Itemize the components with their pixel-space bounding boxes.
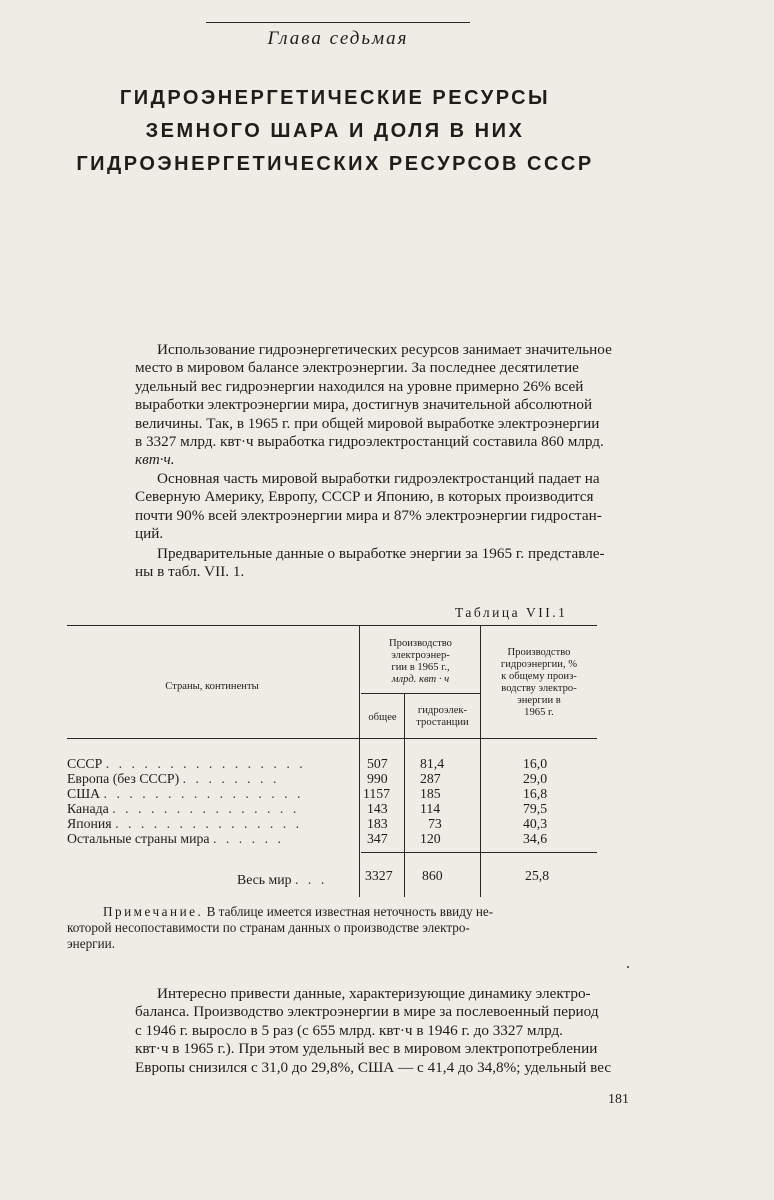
text-line: Европы снизился с 31,0 до 29,8%, США — с 41,4 до 34,8%; удельный вес: [135, 1058, 612, 1076]
column-header-production: Производство электроэнер- гии в 1965 г., млрд. квт · ч: [389, 638, 452, 685]
text-line: с 1946 г. выросло в 5 раз (с 655 млрд. квт·ч в 1946 г. до 3327 млрд.: [135, 1021, 563, 1039]
title-line: ГИДРОЭНЕРГЕТИЧЕСКИХ РЕСУРСОВ СССР: [76, 153, 594, 175]
cell-share: 25,8: [525, 868, 550, 883]
column-header-share: Производство гидроэнергии, % к общему произ- водству электро- энергии в 1965 г.: [500, 647, 578, 718]
row-label: СССР . . . . . . . . . . . . . . . .: [67, 756, 306, 771]
paragraph-3: [135, 545, 643, 582]
text-line: Интересно привести данные, характеризующие динамику электро-: [157, 985, 591, 1002]
note-head: Примечание.: [103, 904, 204, 919]
table-rule-header: [67, 738, 597, 739]
text-line: ны в табл. VII. 1.: [135, 563, 245, 581]
text-line: ций.: [135, 525, 164, 543]
page-number: 181: [608, 1092, 629, 1107]
text-line: энергии.: [67, 936, 115, 951]
row-label: Канада . . . . . . . . . . . . . . .: [67, 801, 300, 816]
text-line: которой несопоставимости по странам данных о производстве электро-: [67, 920, 470, 935]
text-line: Северную Америку, Европу, СССР и Японию, в которых производится: [135, 488, 594, 506]
cell-total: 3327: [365, 868, 393, 883]
row-label: Япония . . . . . . . . . . . . . . .: [67, 816, 303, 831]
row-label: США . . . . . . . . . . . . . . . .: [67, 786, 304, 801]
column-header-total: общее: [368, 712, 397, 723]
cell-hydro: 185: [420, 786, 441, 801]
cell-share: 79,5: [523, 801, 548, 816]
column-header-hydro: гидроэлек- тростанции: [416, 705, 469, 728]
table-rule-group: [361, 693, 480, 694]
cell-share: 16,0: [523, 756, 548, 771]
paragraph-4: [135, 985, 643, 1077]
cell-total: 347: [367, 831, 388, 846]
cell-hydro: 287: [420, 771, 441, 786]
paragraph-1: [135, 341, 643, 470]
text-line: выработки электроэнергии мира, достигнув значительной абсолютной: [135, 396, 593, 414]
title-line: ГИДРОЭНЕРГЕТИЧЕСКИЕ РЕСУРСЫ: [119, 87, 551, 109]
title-line: ЗЕМНОГО ШАРА И ДОЛЯ В НИХ: [145, 120, 525, 142]
table-divider: [480, 625, 481, 897]
cell-total: 990: [367, 771, 388, 786]
row-label: Остальные страны мира . . . . . .: [67, 831, 284, 846]
cell-share: 34,6: [523, 831, 548, 846]
chapter-title: [60, 82, 610, 181]
column-header-country: Страны, континенты: [165, 681, 259, 692]
text-line: квт·ч.: [135, 451, 175, 469]
table-caption: Таблица VII.1: [455, 605, 568, 620]
text-line: место в мировом балансе электроэнергии. За последнее десятилетие: [135, 359, 579, 377]
text-line: величины. Так, в 1965 г. при общей мировой выработке электроэнергии: [135, 414, 600, 432]
cell-total: 183: [367, 816, 388, 831]
cell-share: 16,8: [523, 786, 548, 801]
ink-dot: [627, 966, 629, 968]
text-line: В таблице имеется известная неточность ввиду не-: [206, 904, 494, 919]
cell-share: 29,0: [523, 771, 548, 786]
text-line: в 3327 млрд. квт·ч выработка гидроэлектростанций составила 860 млрд.: [135, 433, 604, 451]
text-line: Основная часть мировой выработки гидроэлектростанций падает на: [157, 470, 600, 487]
table-rule-total: [361, 852, 597, 853]
cell-total: 1157: [363, 786, 391, 801]
total-row-label: Весь мир . . .: [237, 872, 328, 887]
cell-hydro: 860: [422, 868, 443, 883]
cell-hydro: 114: [420, 801, 441, 816]
text-line: баланса. Производство электроэнергии в мире за послевоенный период: [135, 1003, 599, 1021]
row-label: Европа (без СССР) . . . . . . . .: [67, 771, 280, 786]
text-line: Использование гидроэнергетических ресурсов занимает значительное: [157, 341, 612, 358]
cell-hydro: 81,4: [420, 756, 445, 771]
cell-share: 40,3: [523, 816, 548, 831]
text-line: Предварительные данные о выработке энергии за 1965 г. представле-: [157, 545, 605, 562]
table-divider: [359, 625, 360, 897]
text-line: удельный вес гидроэнергии находился на уровне примерно 26% всей: [135, 377, 584, 395]
chapter-label: Глава седьмая: [267, 28, 409, 49]
cell-hydro: 120: [420, 831, 441, 846]
data-table: [67, 625, 597, 900]
cell-total: 507: [367, 756, 388, 771]
chapter-rule: [206, 22, 470, 23]
table-note: [67, 904, 601, 952]
table-rule-top: [67, 625, 597, 626]
paragraph-2: [135, 470, 643, 544]
text-line: квт·ч в 1965 г.). При этом удельный вес в мировом электропотреблении: [135, 1040, 598, 1058]
text-line: почти 90% всей электроэнергии мира и 87% электроэнергии гидростан-: [135, 506, 602, 524]
cell-total: 143: [367, 801, 388, 816]
cell-hydro: 73: [428, 816, 442, 831]
